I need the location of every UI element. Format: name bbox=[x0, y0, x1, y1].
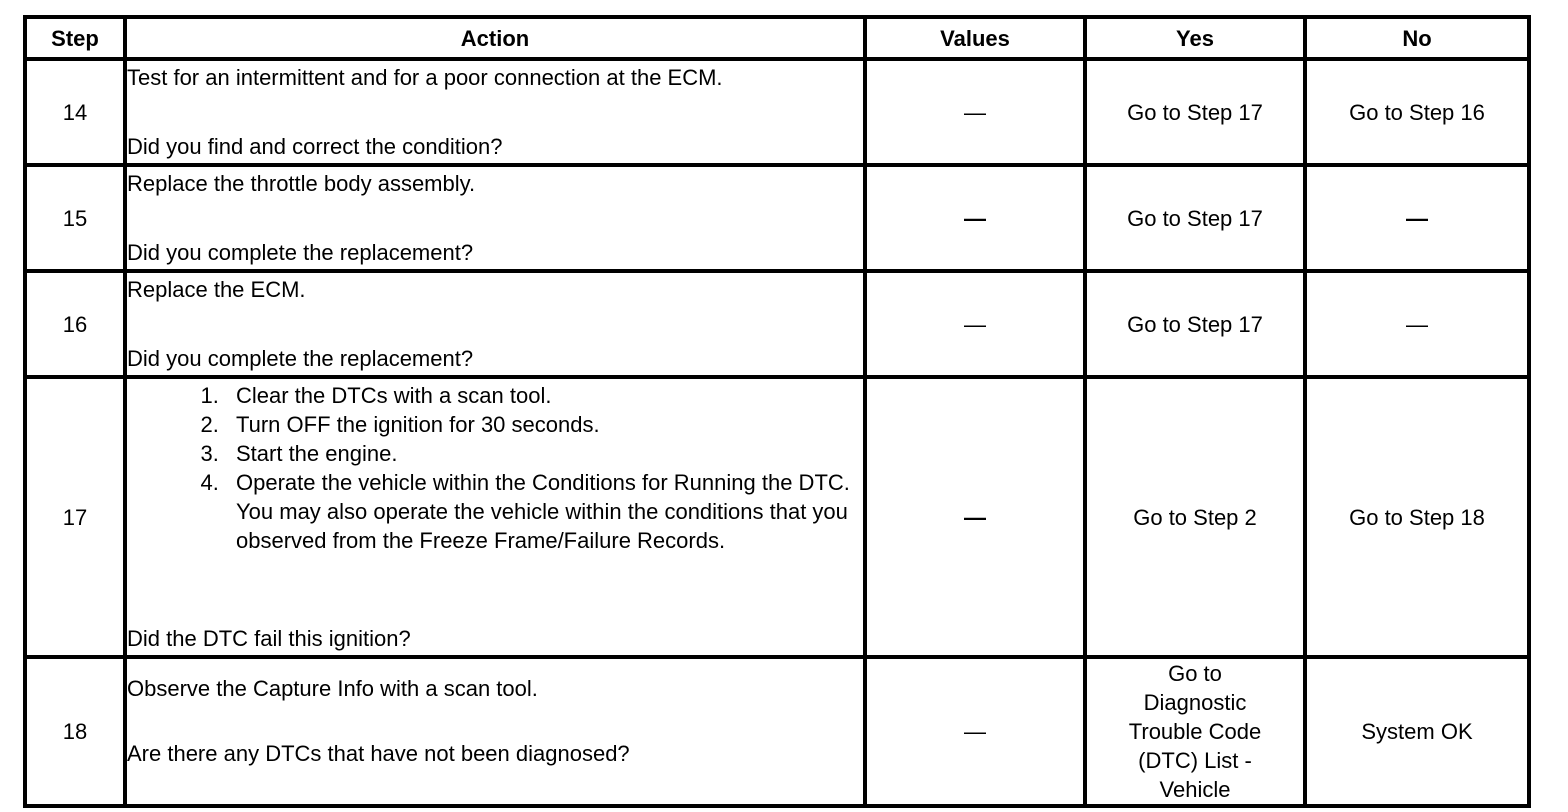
values-cell: — bbox=[865, 377, 1085, 657]
step-number: 17 bbox=[25, 377, 125, 657]
header-no: No bbox=[1305, 17, 1529, 59]
action-instruction: Observe the Capture Info with a scan tool. bbox=[127, 675, 538, 701]
yes-link[interactable]: Go to Step 2 bbox=[1085, 377, 1305, 657]
action-cell bbox=[125, 657, 865, 806]
step-number: 18 bbox=[25, 657, 125, 806]
action-instruction: Test for an intermittent and for a poor connection at the ECM. bbox=[127, 65, 723, 90]
action-instruction: Replace the throttle body assembly. bbox=[127, 171, 476, 196]
action-steps-list bbox=[127, 381, 863, 555]
diagnostic-table bbox=[23, 15, 1531, 808]
table-row bbox=[25, 657, 1529, 806]
list-item: 3. Start the engine. bbox=[225, 439, 863, 468]
table-row bbox=[25, 377, 1529, 657]
values-cell: — bbox=[865, 59, 1085, 165]
no-result: System OK bbox=[1305, 657, 1529, 806]
yes-link[interactable]: Go to Step 17 bbox=[1085, 165, 1305, 271]
yes-link[interactable]: Go to Step 17 bbox=[1085, 271, 1305, 377]
no-link[interactable]: Go to Step 16 bbox=[1305, 59, 1529, 165]
values-cell: — bbox=[865, 271, 1085, 377]
header-action: Action bbox=[125, 17, 865, 59]
action-question: Did you find and correct the condition? bbox=[127, 134, 503, 159]
table-row bbox=[25, 165, 1529, 271]
header-row bbox=[25, 17, 1529, 59]
step-number: 16 bbox=[25, 271, 125, 377]
header-values: Values bbox=[865, 17, 1085, 59]
values-cell: — bbox=[865, 657, 1085, 806]
list-item: 4. Operate the vehicle within the Conditions for Running the DTC. You may also operate the vehicle within the conditions that you observed from the Freeze Frame/Failure Records. bbox=[225, 468, 863, 555]
action-cell bbox=[125, 377, 865, 657]
action-instruction: Replace the ECM. bbox=[127, 277, 306, 302]
list-item: 2. Turn OFF the ignition for 30 seconds. bbox=[225, 410, 863, 439]
no-cell: — bbox=[1305, 271, 1529, 377]
header-step: Step bbox=[25, 17, 125, 59]
action-cell bbox=[125, 59, 865, 165]
action-question: Did the DTC fail this ignition? bbox=[127, 626, 411, 651]
action-question: Did you complete the replacement? bbox=[127, 240, 474, 265]
list-item: 1. Clear the DTCs with a scan tool. bbox=[225, 381, 863, 410]
values-cell: — bbox=[865, 165, 1085, 271]
action-cell bbox=[125, 271, 865, 377]
step-number: 14 bbox=[25, 59, 125, 165]
action-question: Are there any DTCs that have not been diagnosed? bbox=[127, 740, 630, 766]
action-cell bbox=[125, 165, 865, 271]
yes-link[interactable]: Go to Step 17 bbox=[1085, 59, 1305, 165]
yes-link-text: Go to Diagnostic Trouble Code (DTC) List - Vehicle bbox=[1128, 661, 1262, 802]
table-row bbox=[25, 59, 1529, 165]
no-link[interactable]: Go to Step 18 bbox=[1305, 377, 1529, 657]
yes-link[interactable] bbox=[1085, 657, 1305, 806]
table-row bbox=[25, 271, 1529, 377]
step-number: 15 bbox=[25, 165, 125, 271]
no-cell: — bbox=[1305, 165, 1529, 271]
header-yes: Yes bbox=[1085, 17, 1305, 59]
action-question: Did you complete the replacement? bbox=[127, 346, 474, 371]
